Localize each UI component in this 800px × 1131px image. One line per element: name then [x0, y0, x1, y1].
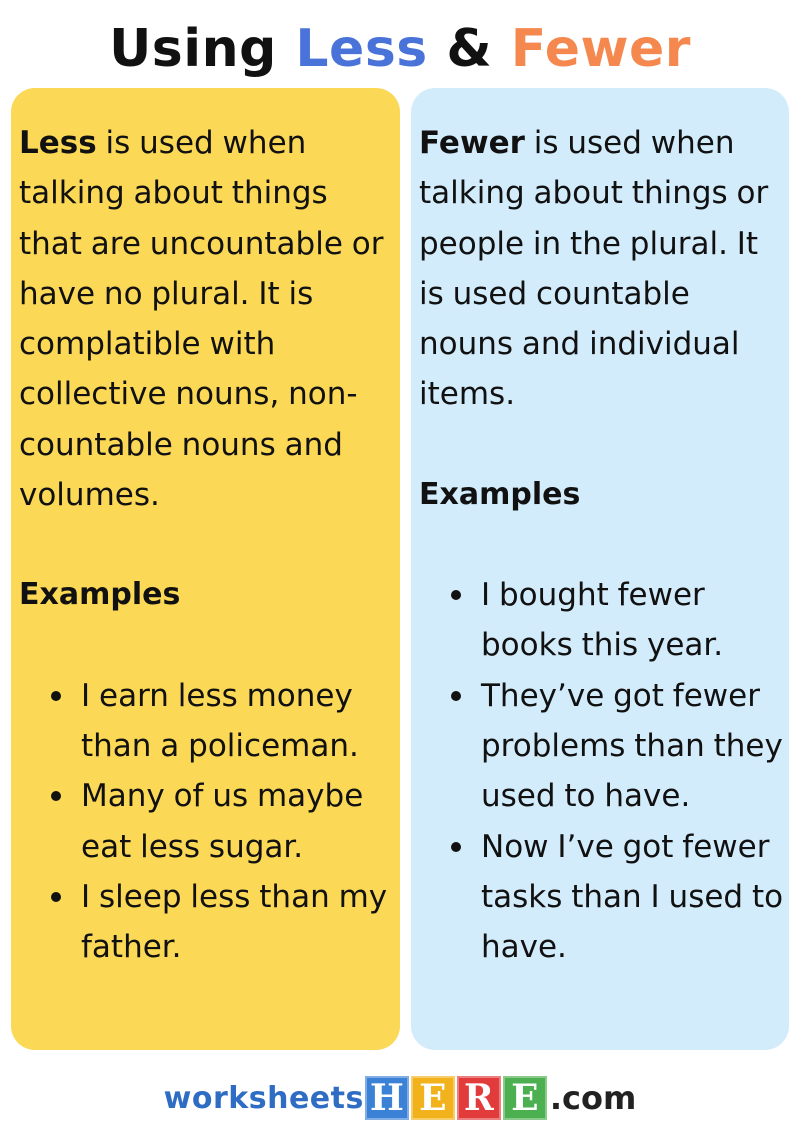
list-item: [19, 872, 400, 973]
fewer-description-text: is used when talking about things or people in the plural. It is used countable nouns and individual items.: [419, 125, 769, 413]
bullet-icon: [451, 691, 461, 701]
site-logo: [0, 1076, 800, 1126]
title-part-using: Using: [109, 19, 296, 79]
less-description: [19, 118, 400, 520]
list-item-text: Many of us maybe eat less sugar.: [81, 778, 364, 865]
fewer-examples-list: [419, 570, 789, 972]
site-logo-prefix: worksheets: [163, 1080, 364, 1116]
fewer-card: [411, 88, 789, 1050]
bullet-icon: [51, 791, 61, 801]
title-part-ampersand: &: [427, 19, 511, 79]
list-item-text: I earn less money than a policeman.: [81, 677, 359, 764]
list-item: [19, 671, 400, 772]
list-item: [419, 671, 789, 822]
list-item-text: They’ve got fewer problems than they used to have.: [481, 677, 783, 815]
list-item-text: I bought fewer books this year.: [481, 577, 724, 664]
logo-tile-h: H: [365, 1076, 409, 1120]
less-examples-list: [19, 671, 400, 973]
page-title: [0, 14, 800, 84]
list-item: [419, 570, 789, 671]
bullet-icon: [51, 892, 61, 902]
list-item: [19, 771, 400, 872]
logo-tile-r: R: [457, 1076, 501, 1120]
list-item-text: Now I’ve got fewer tasks than I used to have.: [481, 828, 784, 966]
less-card: [11, 88, 400, 1050]
list-item: [419, 822, 789, 973]
bullet-icon: [451, 590, 461, 600]
bullet-icon: [51, 691, 61, 701]
bullet-icon: [451, 842, 461, 852]
list-item-text: I sleep less than my father.: [81, 878, 388, 966]
logo-tile-e2: E: [503, 1076, 547, 1120]
logo-tile-e: E: [411, 1076, 455, 1120]
fewer-examples-heading: Examples: [419, 476, 581, 512]
title-part-less: Less: [295, 19, 428, 79]
site-logo-suffix: .com: [549, 1079, 637, 1117]
fewer-term: Fewer: [419, 125, 525, 161]
fewer-description: [419, 118, 789, 420]
less-description-text: is used when talking about things that are uncountable or have no plural. It is complatible with collective nouns, non-countable nouns and volumes.: [19, 125, 384, 514]
title-part-fewer: Fewer: [510, 19, 691, 79]
less-examples-heading: Examples: [19, 577, 181, 613]
less-term: Less: [19, 125, 97, 161]
